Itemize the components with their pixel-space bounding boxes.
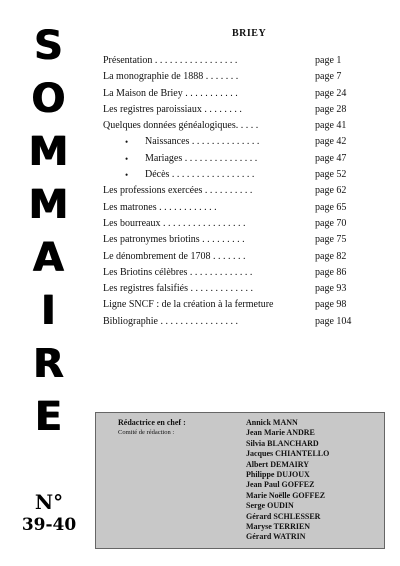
- toc-entry-label: Les patronymes briotins . . . . . . . . .: [103, 234, 245, 246]
- page-heading: BRIEY: [232, 28, 267, 39]
- title-letter: M: [28, 182, 68, 228]
- toc-entry-page: page 82: [315, 250, 347, 262]
- toc-entry-page: page 47: [315, 152, 347, 164]
- committee-member-name: Silvia BLANCHARD: [246, 438, 319, 448]
- title-letter: R: [32, 341, 64, 387]
- toc-entry: [103, 134, 363, 150]
- toc-entry-page: page 1: [315, 55, 342, 66]
- committee-member-name: Jean Paul GOFFEZ: [246, 480, 315, 490]
- editor-role-label: Rédactrice en chef :: [118, 418, 186, 427]
- committee-member-name: Serge OUDIN: [246, 501, 294, 511]
- toc-entry: [103, 314, 363, 330]
- issue-number-block: [18, 490, 80, 536]
- issue-label: N°: [34, 490, 64, 514]
- toc-entry-label: Les professions exercées . . . . . . . . . .: [103, 185, 253, 197]
- committee-member-name: Jacques CHIANTELLO: [246, 449, 330, 459]
- sommaire-vertical-title: [18, 20, 78, 444]
- committee-member-name: Marie Noëlle GOFFEZ: [246, 490, 326, 500]
- toc-entry-page: page 42: [315, 136, 347, 148]
- toc-entry: [103, 200, 363, 216]
- toc-entry-page: page 52: [315, 169, 347, 181]
- toc-entry: [103, 249, 363, 265]
- committee-member-name: Jean Marie ANDRE: [246, 428, 315, 438]
- toc-entry-label: Décès . . . . . . . . . . . . . . . . .: [145, 169, 255, 181]
- toc-entry: [103, 69, 363, 85]
- table-of-contents: [103, 53, 363, 330]
- toc-entry-label: Mariages . . . . . . . . . . . . . . .: [145, 152, 258, 164]
- toc-entry: [103, 118, 363, 134]
- toc-entry-label: La monographie de 1888 . . . . . . .: [103, 71, 239, 83]
- title-letter: M: [28, 129, 68, 175]
- bullet-icon: •: [125, 170, 129, 181]
- toc-entry-label: Le dénombrement de 1708 . . . . . . .: [103, 250, 246, 262]
- toc-entry: [103, 265, 363, 281]
- committee-member-name: Albert DEMAIRY: [246, 459, 310, 469]
- issue-number: 39-40: [21, 515, 77, 535]
- toc-entry-page: page 28: [315, 103, 347, 115]
- toc-entry: [103, 281, 363, 297]
- title-letter: S: [33, 23, 63, 69]
- toc-entry: [103, 183, 363, 199]
- bullet-icon: •: [125, 137, 129, 148]
- toc-entry-page: page 7: [315, 71, 342, 83]
- toc-entry-page: page 41: [315, 120, 347, 132]
- toc-entry-page: page 65: [315, 201, 347, 213]
- committee-member-name: Maryse TERRIEN: [246, 522, 311, 532]
- committee-member-name: Gérard WATRIN: [246, 532, 306, 542]
- toc-entry-page: page 86: [315, 266, 347, 278]
- committee-member-name: Annick MANN: [246, 418, 298, 427]
- toc-entry-page: page 24: [315, 87, 347, 99]
- title-letter: O: [30, 76, 65, 122]
- toc-entry: [103, 167, 363, 183]
- toc-entry-label: Les bourreaux . . . . . . . . . . . . . . . . .: [103, 217, 246, 229]
- credits-box: [95, 412, 385, 549]
- toc-entry-label: Présentation . . . . . . . . . . . . . . . . .: [103, 55, 238, 66]
- toc-entry-page: page 75: [315, 234, 347, 246]
- credits-names: [246, 418, 329, 543]
- toc-entry: [103, 151, 363, 167]
- toc-entry: [103, 232, 363, 248]
- toc-entry-label: Les registres falsifiés . . . . . . . . . . . . .: [103, 283, 253, 295]
- toc-entry-page: page 62: [315, 185, 347, 197]
- toc-entry: [103, 102, 363, 118]
- toc-entry-label: Quelques données généalogiques. . . . .: [103, 120, 259, 132]
- toc-entry-label: Les Briotins célèbres . . . . . . . . . . . . .: [103, 266, 253, 278]
- toc-entry-page: page 98: [315, 299, 347, 311]
- title-letter: E: [34, 394, 62, 440]
- committee-role-label: Comité de rédaction :: [118, 429, 175, 436]
- toc-entry: [103, 86, 363, 102]
- toc-entry-label: Ligne SNCF : de la création à la fermeture: [103, 299, 274, 311]
- toc-entry-label: Bibliographie . . . . . . . . . . . . . . . .: [103, 315, 238, 327]
- toc-entry-page: page 70: [315, 217, 347, 229]
- committee-member-name: Gérard SCHLESSER: [246, 511, 321, 521]
- toc-entry-label: Les matrones . . . . . . . . . . . .: [103, 201, 217, 213]
- toc-entry-label: Les registres paroissiaux . . . . . . . .: [103, 103, 242, 115]
- toc-entry-page: page 104: [315, 315, 352, 327]
- toc-entry-label: La Maison de Briey . . . . . . . . . . .: [103, 87, 238, 99]
- toc-entry: [103, 53, 363, 69]
- toc-entry: [103, 216, 363, 232]
- title-letter: A: [32, 235, 64, 281]
- toc-entry-page: page 93: [315, 283, 347, 295]
- bullet-icon: •: [125, 153, 129, 164]
- toc-entry: [103, 297, 363, 313]
- toc-entry-label: Naissances . . . . . . . . . . . . . .: [145, 136, 260, 148]
- committee-member-name: Philippe DUJOUX: [246, 470, 310, 480]
- title-letter: I: [40, 288, 56, 334]
